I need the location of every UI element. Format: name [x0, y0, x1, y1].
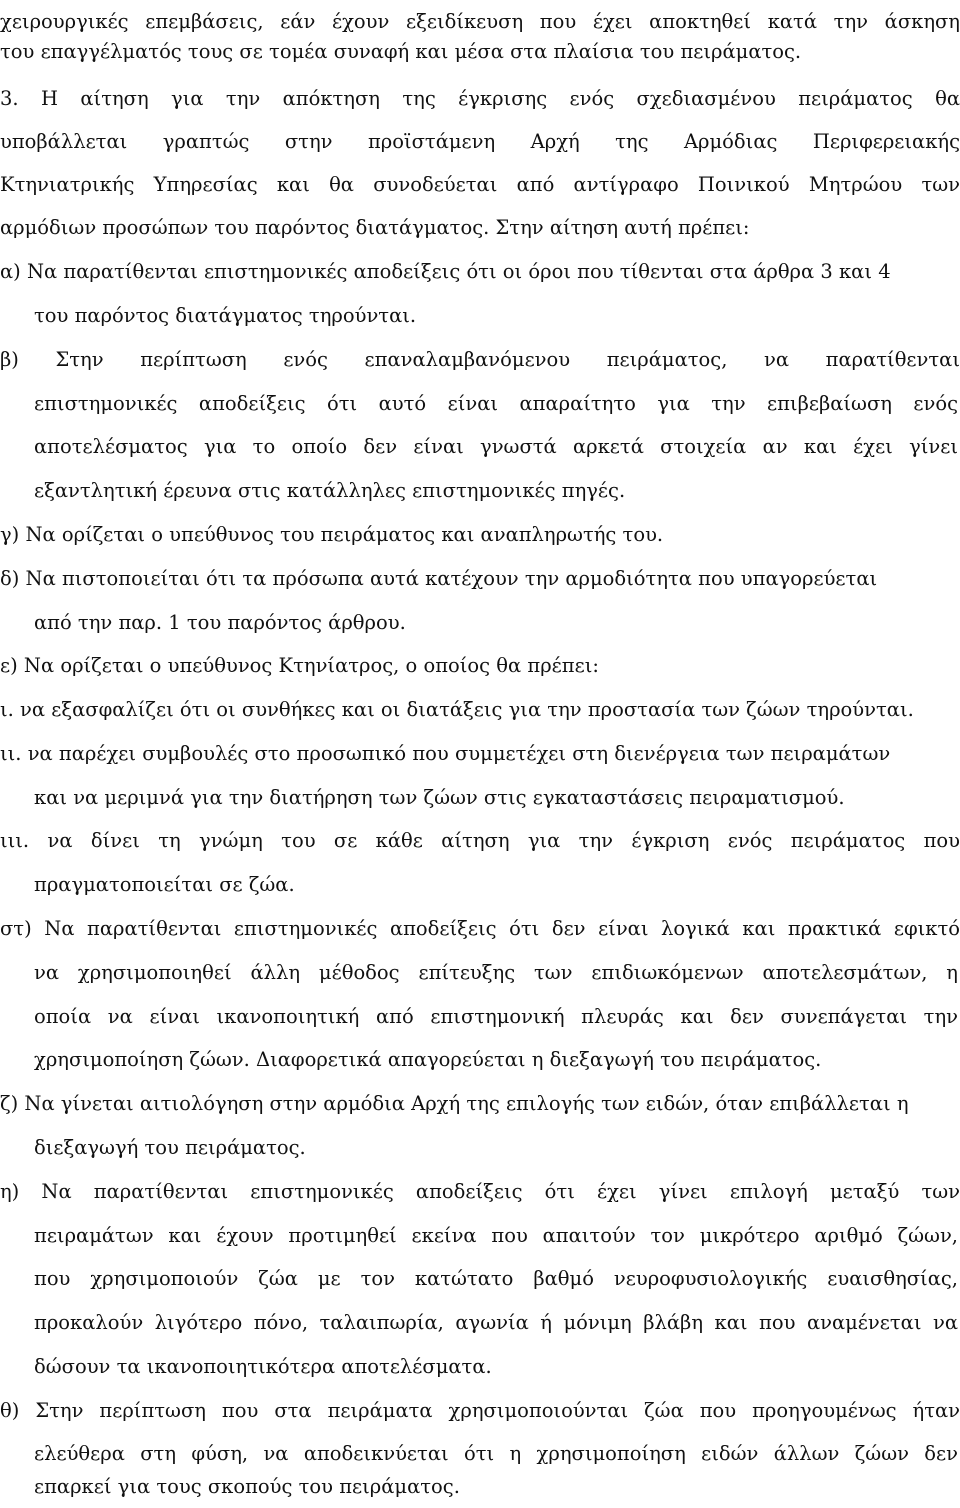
text-line: δώσουν τα ικανοποιητικότερα αποτελέσματα.: [34, 1355, 492, 1378]
text-line: αποτελέσματος για το οποίο δεν είναι γνωστά αρκετά στοιχεία αν και έχει γίνει: [34, 435, 958, 458]
text-line: χειρουργικές επεμβάσεις, εάν έχουν εξειδίκευση που έχει αποκτηθεί κατά την άσκηση: [0, 10, 960, 33]
text-line: Κτηνιατρικής Υπηρεσίας και θα συνοδεύεται από αντίγραφο Ποινικού Μητρώου των: [0, 173, 960, 196]
text-line: δ) Να πιστοποιείται ότι τα πρόσωπα αυτά κατέχουν την αρμοδιότητα που υπαγορεύεται: [0, 567, 878, 590]
text-line: ε) Να ορίζεται ο υπεύθυνος Κτηνίατρος, ο οποίος θα πρέπει:: [0, 654, 599, 677]
text-line: πραγματοποιείται σε ζώα.: [34, 873, 295, 896]
text-line: πειραμάτων και έχουν προτιμηθεί εκείνα που απαιτούν τον μικρότερο αριθμό ζώων,: [34, 1224, 958, 1247]
text-line: θ) Στην περίπτωση που στα πειράματα χρησιμοποιούνται ζώα που προηγουμένως ήταν: [0, 1399, 960, 1422]
text-line: επιστημονικές αποδείξεις ότι αυτό είναι απαραίτητο για την επιβεβαίωση ενός: [34, 392, 958, 415]
text-line: χρησιμοποίηση ζώων. Διαφορετικά απαγορεύεται η διεξαγωγή του πειράματος.: [34, 1048, 822, 1071]
text-line: διεξαγωγή του πειράματος.: [34, 1136, 306, 1159]
text-line: οποία να είναι ικανοποιητική από επιστημονική πλευράς και δεν συνεπάγεται την: [34, 1005, 958, 1028]
text-line: προκαλούν λιγότερο πόνο, ταλαιπωρία, αγωνία ή μόνιμη βλάβη και που αναμένεται να: [34, 1311, 958, 1334]
text-line: ιιι. να δίνει τη γνώμη του σε κάθε αίτηση για την έγκριση ενός πειράματος που: [0, 829, 960, 852]
text-line: επαρκεί για τους σκοπούς του πειράματος.: [34, 1475, 460, 1498]
text-line: και να μεριμνά για την διατήρηση των ζώων στις εγκαταστάσεις πειραματισμού.: [34, 786, 845, 809]
text-line: του επαγγέλματός τους σε τομέα συναφή και μέσα στα πλαίσια του πειράματος.: [0, 40, 802, 63]
text-line: υποβάλλεται γραπτώς στην προϊστάμενη Αρχή της Αρμόδιας Περιφερειακής: [0, 130, 960, 153]
text-line: ζ) Να γίνεται αιτιολόγηση στην αρμόδια Αρχή της επιλογής των ειδών, όταν επιβάλλεται η: [0, 1092, 909, 1115]
text-line: εξαντλητική έρευνα στις κατάλληλες επιστημονικές πηγές.: [34, 479, 626, 502]
text-line: ιι. να παρέχει συμβουλές στο προσωπικό που συμμετέχει στη διενέργεια των πειραμάτων: [0, 742, 891, 765]
text-line: β) Στην περίπτωση ενός επαναλαμβανόμενου πειράματος, να παρατίθενται: [0, 348, 960, 371]
text-line: του παρόντος διατάγματος τηρούνται.: [34, 304, 417, 327]
text-line: στ) Να παρατίθενται επιστημονικές αποδείξεις ότι δεν είναι λογικά και πρακτικά εφικτό: [0, 917, 960, 940]
text-line: 3. Η αίτηση για την απόκτηση της έγκρισης ενός σχεδιασμένου πειράματος θα: [0, 87, 960, 110]
text-line: η) Να παρατίθενται επιστημονικές αποδείξεις ότι έχει γίνει επιλογή μεταξύ των: [0, 1180, 960, 1203]
text-line: που χρησιμοποιούν ζώα με τον κατώτατο βαθμό νευροφυσιολογικής ευαισθησίας,: [34, 1267, 958, 1290]
text-line: να χρησιμοποιηθεί άλλη μέθοδος επίτευξης των επιδιωκόμενων αποτελεσμάτων, η: [34, 961, 958, 984]
text-line: γ) Να ορίζεται ο υπεύθυνος του πειράματος και αναπληρωτής του.: [0, 523, 664, 546]
text-line: ελεύθερα στη φύση, να αποδεικνύεται ότι η χρησιμοποίηση ειδών άλλων ζώων δεν: [34, 1442, 958, 1465]
text-line: αρμόδιων προσώπων του παρόντος διατάγματος. Στην αίτηση αυτή πρέπει:: [0, 216, 750, 239]
text-line: α) Να παρατίθενται επιστημονικές αποδείξεις ότι οι όροι που τίθενται στα άρθρα 3 και 4: [0, 260, 891, 283]
text-line: από την παρ. 1 του παρόντος άρθρου.: [34, 611, 406, 634]
text-line: ι. να εξασφαλίζει ότι οι συνθήκες και οι διατάξεις για την προστασία των ζώων τηρούνται.: [0, 698, 914, 721]
